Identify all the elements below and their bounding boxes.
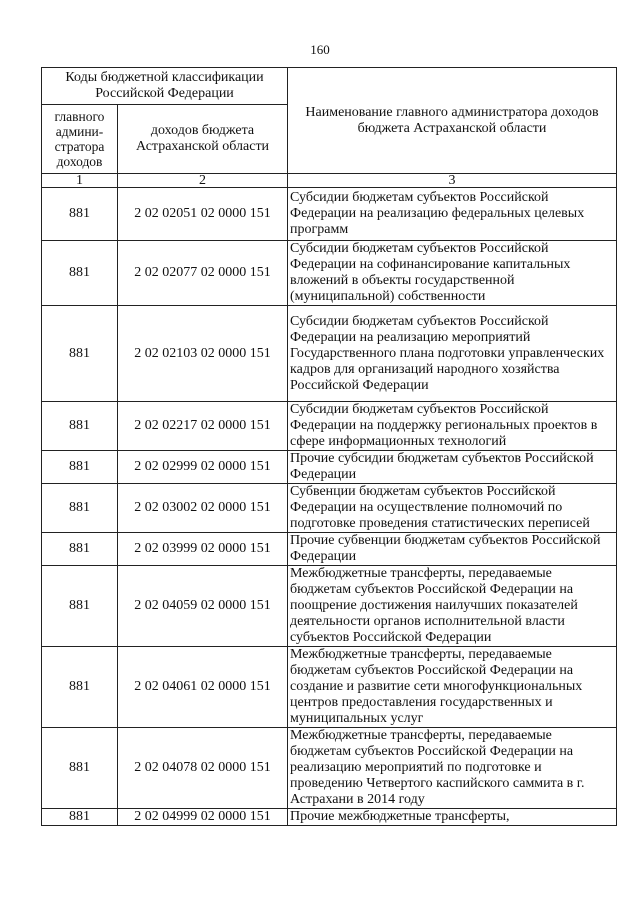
income-name-cell: Прочие субвенции бюджетам субъектов Российской Федерации [288, 533, 617, 566]
income-name-cell: Субсидии бюджетам субъектов Российской Федерации на поддержку региональных проектов в сфере информационных технологий [288, 402, 617, 451]
income-code-cell: 2 02 02103 02 0000 151 [118, 306, 288, 402]
income-code-cell: 2 02 03002 02 0000 151 [118, 484, 288, 533]
admin-code-cell: 881 [42, 533, 118, 566]
income-code-header: доходов бюджета Астраханской области [118, 105, 288, 174]
table-row [42, 241, 617, 306]
column-number-row [42, 174, 617, 188]
income-name-cell: Субсидии бюджетам субъектов Российской Федерации на реализацию федеральных целевых программ [288, 188, 617, 241]
table-row [42, 809, 617, 826]
table-row [42, 647, 617, 728]
income-name-cell: Межбюджетные трансферты, передаваемые бюджетам субъектов Российской Федерации на реализацию мероприятий по подготовке и проведению Четвертого каспийского саммита в г. Астрахани в 2014 году [288, 728, 617, 809]
income-name-cell: Субсидии бюджетам субъектов Российской Федерации на софинансирование капитальных вложений в объекты государственной (муниципальной) собственности [288, 241, 617, 306]
table-body [42, 188, 617, 826]
codes-title-header: Коды бюджетной классификации Российской Федерации [42, 68, 288, 105]
income-code-cell: 2 02 02999 02 0000 151 [118, 451, 288, 484]
income-code-cell: 2 02 02077 02 0000 151 [118, 241, 288, 306]
income-code-cell: 2 02 02051 02 0000 151 [118, 188, 288, 241]
income-code-cell: 2 02 02217 02 0000 151 [118, 402, 288, 451]
income-name-cell: Межбюджетные трансферты, передаваемые бюджетам субъектов Российской Федерации на создание и развитие сети многофункциональных центров предоставления государственных и муниципальных услуг [288, 647, 617, 728]
table-row [42, 728, 617, 809]
income-code-cell: 2 02 04059 02 0000 151 [118, 566, 288, 647]
admin-code-cell: 881 [42, 241, 118, 306]
admin-code-cell: 881 [42, 809, 118, 826]
admin-code-cell: 881 [42, 728, 118, 809]
admin-code-cell: 881 [42, 647, 118, 728]
income-code-cell: 2 02 03999 02 0000 151 [118, 533, 288, 566]
table-row [42, 566, 617, 647]
income-name-cell: Субвенции бюджетам субъектов Российской Федерации на осуществление полномочий по подготовке проведения статистических переписей [288, 484, 617, 533]
income-code-cell: 2 02 04061 02 0000 151 [118, 647, 288, 728]
admin-code-cell: 881 [42, 484, 118, 533]
admin-code-cell: 881 [42, 566, 118, 647]
income-code-cell: 2 02 04078 02 0000 151 [118, 728, 288, 809]
income-name-cell: Субсидии бюджетам субъектов Российской Федерации на реализацию мероприятий Государственного плана подготовки управленческих кадров для организаций народного хозяйства Российской Федерации [288, 306, 617, 402]
column-number: 3 [288, 174, 617, 188]
column-number: 2 [118, 174, 288, 188]
admin-code-cell: 881 [42, 188, 118, 241]
table-row [42, 451, 617, 484]
page-number: 160 [310, 42, 330, 57]
admin-code-header: главного админи-стратора доходов [42, 105, 118, 174]
column-number: 1 [42, 174, 118, 188]
income-code-cell: 2 02 04999 02 0000 151 [118, 809, 288, 826]
admin-code-cell: 881 [42, 451, 118, 484]
income-name-cell: Межбюджетные трансферты, передаваемые бюджетам субъектов Российской Федерации на поощрение достижения наилучших показателей деятельности органов исполнительной власти субъектов Российской Федерации [288, 566, 617, 647]
table-row [42, 533, 617, 566]
admin-code-cell: 881 [42, 306, 118, 402]
header-row [42, 68, 617, 105]
income-name-cell: Прочие субсидии бюджетам субъектов Российской Федерации [288, 451, 617, 484]
table-row [42, 306, 617, 402]
table-row [42, 402, 617, 451]
administrator-name-header: Наименование главного администратора доходов бюджета Астраханской области [288, 68, 617, 174]
income-name-cell: Прочие межбюджетные трансферты, [288, 809, 617, 826]
admin-code-cell: 881 [42, 402, 118, 451]
table-row [42, 188, 617, 241]
budget-codes-table [41, 67, 617, 826]
table-row [42, 484, 617, 533]
